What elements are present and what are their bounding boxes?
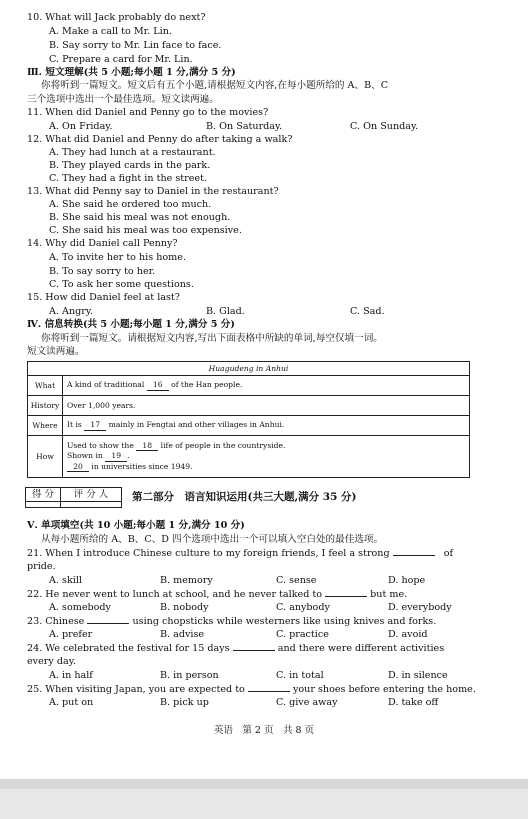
table-row-how [63,436,470,478]
q25-option-d: D. take off [388,697,439,708]
how-line1-post: life of people in the countryside. [160,440,286,450]
info-table [27,361,470,478]
section5-heading: Ⅴ. 单项填空(共 10 小题;每小题 1 分,满分 10 分) [27,520,245,531]
q10-option-c: C. Prepare a card for Mr. Lin. [49,54,193,65]
q11-stem: 11. When did Daniel and Penny go to the movies? [27,107,269,118]
how-line3-post: in universities since 1949. [91,461,193,471]
q24-option-d: D. in silence [388,670,448,681]
q23-option-a: A. prefer [49,629,93,640]
q24-option-b: B. in person [160,670,219,681]
q25-option-a: A. put on [49,697,94,708]
q25-option-c: C. give away [276,697,338,708]
q23-option-b: B. advise [160,629,205,640]
table-title: Huagudeng in Anhui [28,362,470,376]
q22-option-c: C. anybody [276,602,330,613]
q23-blank[interactable] [87,615,129,624]
page-footer: 英语 第 2 页 共 8 页 [213,725,315,736]
table-key-what: What [28,376,63,396]
section3-instruction-1: 你将听到一篇短文。短文后有五个小题,请根据短文内容,在每小题所给的 A、B、C [41,80,389,91]
section3-instruction-2: 三个选项中选出一个最佳选项。短文读两遍。 [27,94,219,105]
section4-instruction-2: 短文读两遍。 [27,346,85,357]
q23-stem-b: using chopsticks while westerners like using knives and forks. [132,616,437,627]
section5-instruction: 从每小题所给的 A、B、C、D 四个选项中选出一个可以填入空白处的最佳选项。 [41,534,384,545]
q22-option-a: A. somebody [49,602,111,613]
q21-stem-c: pride. [27,561,56,572]
q23-stem [27,615,436,627]
q21-option-a: A. skill [49,575,82,586]
q21-option-c: C. sense [276,575,317,586]
how-line1-pre: Used to show the [67,440,134,450]
table-row-where [63,416,470,436]
q12-stem: 12. What did Daniel and Penny do after taking a walk? [27,134,293,145]
q13-option-b: B. She said his meal was not enough. [49,212,231,223]
q15-option-b: B. Glad. [206,306,245,317]
q15-option-c: C. Sad. [350,306,385,317]
where-text-post: mainly in Fengtai and other villages in Anhui. [108,420,285,430]
q25-option-b: B. pick up [160,697,209,708]
q21-stem [27,547,453,559]
q22-option-b: B. nobody [160,602,209,613]
table-key-where: Where [28,416,63,436]
blank-16[interactable]: 16 [147,380,169,391]
q21-option-d: D. hope [388,575,426,586]
q25-stem [27,683,476,695]
q21-blank[interactable] [393,547,435,556]
table-row-what [63,376,470,396]
q24-stem-a: 24. We celebrated the festival for 15 days [27,643,230,654]
q24-stem-b: and there were different activities [277,643,445,654]
part2-heading: 第二部分 语言知识运用(共三大题,满分 35 分) [132,491,357,503]
q22-blank[interactable] [325,588,367,597]
blank-17[interactable]: 17 [84,420,106,431]
grader-label: 评 分 人 [61,488,121,502]
q23-option-d: D. avoid [388,629,428,640]
table-key-history: History [28,396,63,416]
q15-stem: 15. How did Daniel feel at last? [27,292,180,303]
q23-stem-a: 23. Chinese [27,616,85,627]
q22-stem-b: but me. [370,589,408,600]
what-text-pre: A kind of traditional [67,380,145,390]
q21-stem-a: 21. When I introduce Chinese culture to my foreign friends, I feel a strong [27,548,390,559]
scan-margin-edge [0,779,528,789]
q24-blank[interactable] [233,642,275,651]
section3-heading: Ⅲ. 短文理解(共 5 小题;每小题 1 分,满分 5 分) [27,67,236,78]
q10-stem: 10. What will Jack probably do next? [27,12,206,23]
scan-margin [0,779,528,819]
q14-option-c: C. To ask her some questions. [49,279,194,290]
q12-option-a: A. They had lunch at a restaurant. [49,147,216,158]
q23-option-c: C. practice [276,629,329,640]
q24-option-a: A. in half [49,670,93,681]
q24-option-c: C. in total [276,670,324,681]
blank-18[interactable]: 18 [136,441,158,452]
q12-option-c: C. They had a fight in the street. [49,173,207,184]
q14-option-a: A. To invite her to his home. [49,252,186,263]
score-box-divider [60,501,61,507]
q22-stem-a: 22. He never went to lunch at school, and he never talked to [27,589,323,600]
q24-stem [27,642,444,654]
how-line2-post: . [127,451,130,461]
q11-option-b: B. On Saturday. [206,121,283,132]
q25-stem-a: 25. When visiting Japan, you are expected to [27,684,245,695]
what-text-post: of the Han people. [171,380,243,390]
q14-option-b: B. To say sorry to her. [49,266,156,277]
q10-option-b: B. Say sorry to Mr. Lin face to face. [49,40,222,51]
q10-option-a: A. Make a call to Mr. Lin. [49,26,172,37]
q12-option-b: B. They played cards in the park. [49,160,211,171]
table-value-history: Over 1,000 years. [63,396,470,416]
blank-20[interactable]: 20 [67,462,89,473]
where-text-pre: It is [67,420,82,430]
q22-stem [27,588,407,600]
table-key-how: How [28,436,63,478]
q22-option-d: D. everybody [388,602,452,613]
q13-option-c: C. She said his meal was too expensive. [49,225,242,236]
q11-option-a: A. On Friday. [49,121,113,132]
q14-stem: 14. Why did Daniel call Penny? [27,238,178,249]
q15-option-a: A. Angry. [49,306,94,317]
section4-heading: Ⅳ. 信息转换(共 5 小题;每小题 1 分,满分 5 分) [27,319,235,330]
q13-option-a: A. She said he ordered too much. [49,199,212,210]
q11-option-c: C. On Sunday. [350,121,419,132]
q13-stem: 13. What did Penny say to Daniel in the restaurant? [27,186,279,197]
q25-stem-b: your shoes before entering the home. [292,684,476,695]
q21-stem-b: of [443,548,454,559]
q21-option-b: B. memory [160,575,213,586]
section4-instruction-1: 你将听到一篇短文。请根据短文内容,写出下面表格中所缺的单词,每空仅填一词。 [41,333,383,344]
score-label: 得 分 [26,488,61,502]
q25-blank[interactable] [248,683,290,692]
how-line2-pre: Shown in [67,451,103,461]
q24-stem-c: every day. [27,656,76,667]
blank-19[interactable]: 19 [105,451,127,462]
score-box [25,487,122,508]
